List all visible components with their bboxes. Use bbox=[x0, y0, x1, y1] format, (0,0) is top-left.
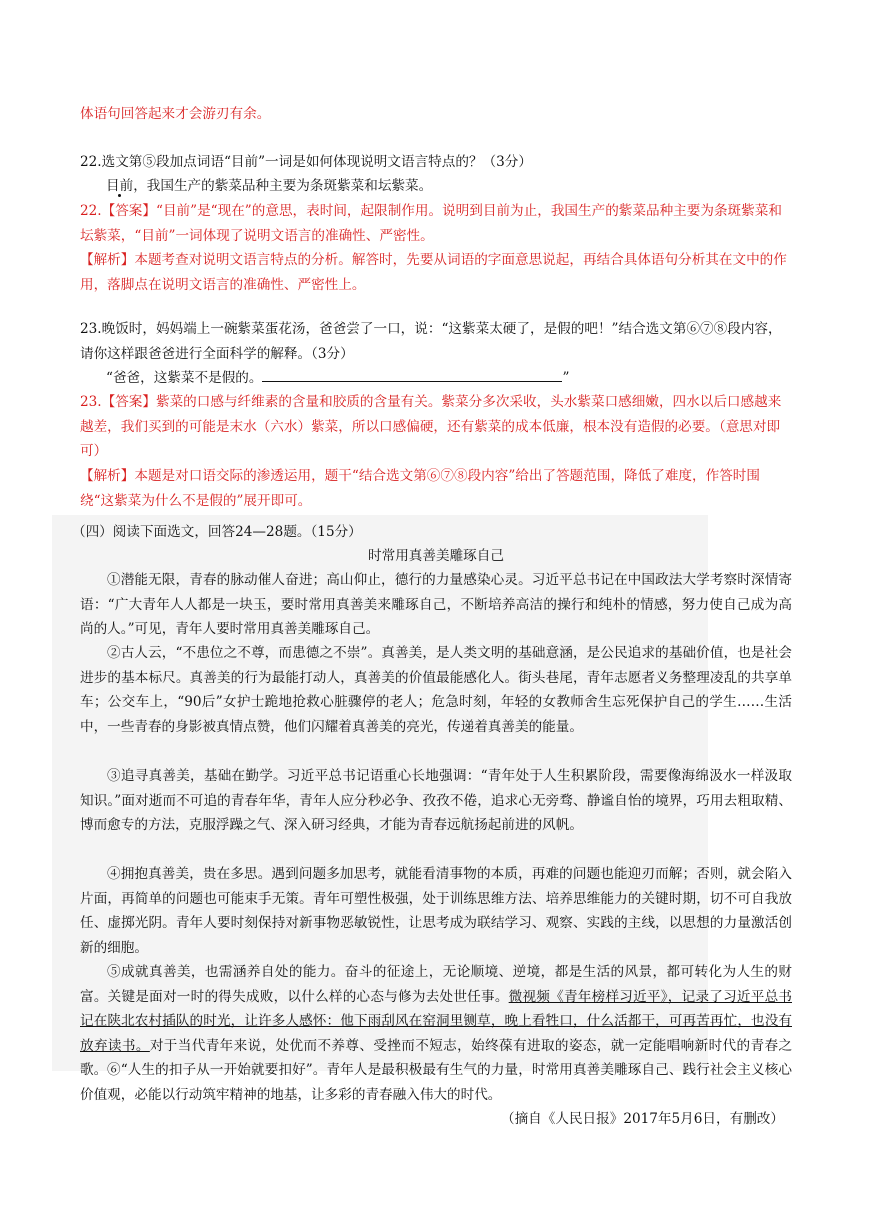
answer-blank[interactable] bbox=[262, 367, 562, 382]
passage-title: 时常用真善美雕琢自己 bbox=[368, 548, 504, 564]
underlined-sentence: 微视频《青年榜样习近平》，记录了习近平总书记在陕北农村插队的时光，让许多人感怀：他下雨刮风在窑洞里铡草，晚上看牲口，什么活都干，可再苦再忙，也没有放弃读书。 bbox=[80, 988, 792, 1054]
paragraph-4: ④拥抱真善美，贵在多思。遇到问题多加思考，就能看清事物的本质，再难的问题也能迎刃而解；否则，就会陷入片面，再简单的问题也可能束手无策。青年可塑性极强，处于训练思维方法、培养思维能力的关键时期，切不可自我放任、虚掷光阴。青年人要时刻保持对新事物恶敏锐性，让思考成为联结学习、观察、实践的主线，以思想的力量激活创新的细胞。 bbox=[80, 866, 792, 956]
q23-prompt: “爸爸，这紫菜不是假的。 ” bbox=[80, 366, 818, 391]
q22-question: 22.选文第⑤段加点词语“目前”一词是如何体现说明文语言特点的？（3分） bbox=[80, 154, 532, 170]
paragraph-2: ②古人云，“不患位之不尊，而患德之不崇”。真善美，是人类文明的基础意涵，是公民追求的基础价值，也是社会进步的基本标尺。真善美的行为最能打动人，真善美的价值最能感化人。街头巷尾，青年志愿者义务整理凌乱的共享单车；公交车上，“90后”女护士跪地抢救心脏骤停的老人；危急时刻，年轻的女教师舍生忘死保护自己的学生……生活中，一些青春的身影被真情点赞，他们闪耀着真善美的亮光，传递着真善美的能量。 bbox=[80, 645, 792, 735]
q23-analysis: 【解析】本题是对口语交际的渗透运用，题干“结合选文第⑥⑦⑧段内容”给出了答题范围，降低了难度，作答时围绕“这紫菜为什么不是假的”展开即可。 bbox=[80, 468, 760, 509]
q22-analysis: 【解析】本题考查对说明文语言特点的分析。解答时，先要从词语的字面意思说起，再结合具体语句分析其在文中的作用，落脚点在说明文语言的准确性、严密性上。 bbox=[80, 252, 787, 293]
paragraph-1: ①潜能无限，青春的脉动催人奋进；高山仰止，德行的力量感染心灵。习近平总书记在中国政法大学考察时深情寄语：“广大青年人人都是一块玉，要时常用真善美来雕琢自己，不断培养高洁的操行和纯朴的情感，努力使自己成为高尚的人。”可见，青年人要时常用真善美雕琢自己。 bbox=[80, 572, 792, 637]
previous-answer-tail: 体语句回答起来才会游刃有余。 bbox=[80, 106, 271, 122]
paragraph-5: ⑤成就真善美，也需涵养自处的能力。奋斗的征途上，无论顺境、逆境，都是生活的风景，都可转化为人生的财富。关键是面对一时的得失成败，以什么样的心态与修为去处世任事。微视频《青年榜样习近平》，记录了习近平总书记在陕北农村插队的时光，让许多人感怀：他下雨刮风在窑洞里铡草，晚上看牲口，什么活都干，可再苦再忙，也没有放弃读书。对于当代青年来说，处优而不养尊、受挫而不短志，始终葆有进取的姿态，就一定能唱响新时代的青春之歌。 bbox=[80, 964, 792, 1078]
paragraph-6: ⑥“人生的扣子从一开始就要扣好”。青年人是最积极最有生气的力量，时常用真善美雕琢自己、践行社会主义核心价值观，必能以行动筑牢精神的地基，让多彩的青春融入伟大的时代。 bbox=[80, 1062, 792, 1103]
dotted-word: 目前 bbox=[106, 178, 134, 194]
paragraph-3: ③追寻真善美，基础在勤学。习近平总书记语重心长地强调：“青年处于人生积累阶段，需要像海绵汲水一样汲取知识。”面对逝而不可追的青春年华，青年人应分秒必争、孜孜不倦，追求心无旁骛、静谧自怡的境界，巧用去粗取精、博而愈专的方法，克服浮躁之气、深入研习经典，才能为青春远航扬起前进的风帆。 bbox=[80, 768, 792, 833]
passage-source: （摘自《人民日报》2017年5月6日，有删改） bbox=[501, 1111, 784, 1127]
q23-question: 23.晚饭时，妈妈端上一碗紫菜蛋花汤，爸爸尝了一口，说：“这紫菜太硬了，是假的吧！”结合选文第⑥⑦⑧段内容，请你这样跟爸爸进行全面科学的解释。（3分） bbox=[80, 321, 782, 362]
q23-answer: 23.【答案】紫菜的口感与纤维素的含量和胶质的含量有关。紫菜分多次采收，头水紫菜口感细嫩，四水以后口感越来越差，我们买到的可能是末水（六水）紫菜，所以口感偏硬，还有紫菜的成本低廉，根本没有造假的必要。（意思对即可） bbox=[80, 394, 782, 459]
q22-quote: 目前，我国生产的紫菜品种主要为条斑紫菜和坛紫菜。 bbox=[106, 178, 433, 194]
section-intro: （四）阅读下面选文，回答24—28题。（15分） bbox=[72, 524, 362, 540]
q22-answer: 22.【答案】“目前”是“现在”的意思，表时间，起限制作用。说明到目前为止，我国生产的紫菜品种主要为条斑紫菜和坛紫菜，“目前”一词体现了说明文语言的准确性、严密性。 bbox=[80, 203, 782, 244]
